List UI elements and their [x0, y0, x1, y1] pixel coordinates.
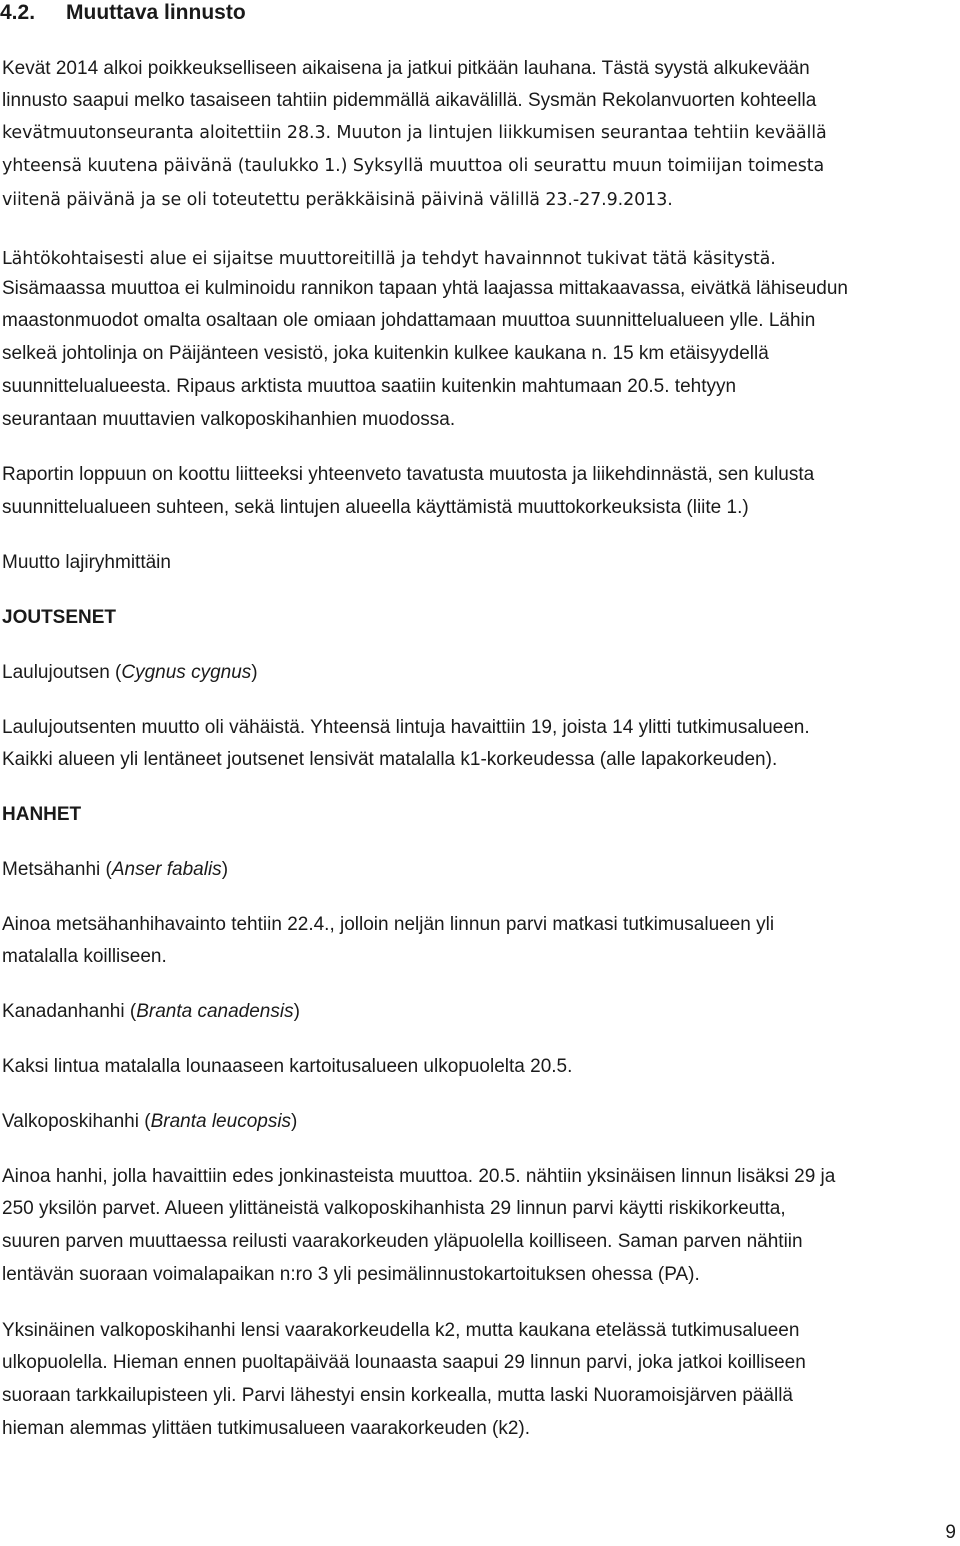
species-laulujoutsen: Laulujoutsen (Cygnus cygnus) [2, 662, 258, 683]
species-metsahanhi: Metsähanhi (Anser fabalis) [2, 859, 229, 880]
section-heading [0, 0, 246, 26]
para2-line-5: suunnittelualueesta. Ripaus arktista muuttoa saatiin kuitenkin mahtumaan 20.5. tehtyyn [2, 376, 737, 397]
metsahanhi-line-1: Ainoa metsähanhihavainto tehtiin 22.4., jolloin neljän linnun parvi matkasi tutkimusalueen yli [2, 914, 775, 935]
para3-line-1: Raportin loppuun on koottu liitteeksi yhteenveto tavatusta muutosta ja liikehdinnästä, sen kulusta [2, 464, 815, 485]
kanadanhanhi-line-1: Kaksi lintua matalalla lounaaseen kartoitusalueen ulkopuolelta 20.5. [2, 1056, 573, 1077]
valkoposkihanhi-line-4: lentävän suoraan voimalapaikan n:ro 3 yli pesimälinnustokartoituksen ohessa (PA). [2, 1264, 700, 1285]
page-number: 9 [945, 1522, 956, 1543]
species-kanadanhanhi: Kanadanhanhi (Branta canadensis) [2, 1001, 300, 1022]
metsahanhi-line-2: matalalla koilliseen. [2, 946, 167, 967]
valkoposkihanhi-line-3: suuren parven muuttaessa reilusti vaarakorkeuden yläpuolella koilliseen. Saman parven nähtiin [2, 1231, 803, 1252]
para3-line-2: suunnittelualueen suhteen, sekä lintujen alueella käyttämistä muuttokorkeuksista (liite 1.) [2, 497, 749, 518]
species-name: Valkoposkihanhi [2, 1111, 139, 1132]
species-latin: Branta canadensis [136, 1001, 294, 1022]
joutsenet-line-1: Laulujoutsenten muutto oli vähäistä. Yhteensä lintuja havaittiin 19, joista 14 ylitti tutkimusalueen. [2, 717, 810, 738]
species-latin: Branta leucopsis [150, 1111, 292, 1132]
para2-line-4: selkeä johtolinja on Päijänteen vesistö, joka kuitenkin kulkee kaukana n. 15 km etäisyydellä [2, 343, 769, 364]
species-latin: Cygnus cygnus [121, 662, 252, 683]
subheading: Muutto lajiryhmittäin [2, 552, 171, 573]
intro-line-5: viitenä päivänä ja se oli toteutettu peräkkäisinä päivinä välillä 23.-27.9.2013. [2, 190, 673, 210]
species-name: Metsähanhi [2, 859, 101, 880]
valkoposkihanhi-p2-line-3: suoraan tarkkailupisteen yli. Parvi lähestyi ensin korkealla, mutta laski Nuoramoisjärven päällä [2, 1385, 793, 1406]
intro-line-1: Kevät 2014 alkoi poikkeukselliseen aikaisena ja jatkui pitkään lauhana. Tästä syystä alkukevään [2, 58, 810, 79]
intro-line-4: yhteensä kuutena päivänä (taulukko 1.) Syksyllä muuttoa oli seurattu muun toimiijan toimesta [2, 156, 825, 176]
species-valkoposkihanhi: Valkoposkihanhi (Branta leucopsis) [2, 1111, 298, 1132]
section-title: Muuttava linnusto [66, 1, 246, 24]
species-name: Kanadanhanhi [2, 1001, 125, 1022]
intro-line-3: kevätmuutonseuranta aloitettiin 28.3. Muuton ja lintujen liikkumisen seurantaa tehtiin keväällä [2, 123, 827, 143]
group-title-hanhet: HANHET [2, 804, 82, 825]
para2-line-1: Lähtökohtaisesti alue ei sijaitse muuttoreitillä ja tehdyt havainnnot tukivat tätä käsitystä. [2, 249, 776, 269]
valkoposkihanhi-p2-line-4: hieman alemmas ylittäen tutkimusalueen vaarakorkeuden (k2). [2, 1418, 531, 1439]
para2-line-6: seurantaan muuttavien valkoposkihanhien muodossa. [2, 409, 456, 430]
species-latin: Anser fabalis [111, 859, 222, 880]
joutsenet-line-2: Kaikki alueen yli lentäneet joutsenet lensivät matalalla k1-korkeudessa (alle lapakorkeuden). [2, 749, 778, 770]
valkoposkihanhi-line-2: 250 yksilön parvet. Alueen ylittäneistä valkoposkihanhista 29 linnun parvi käytti riskikorkeutta, [2, 1198, 786, 1219]
intro-line-2: linnusto saapui melko tasaiseen tahtiin pidemmällä aikavälillä. Sysmän Rekolanvuorten kohteella [2, 90, 817, 111]
species-name: Laulujoutsen [2, 662, 110, 683]
para2-line-2: Sisämaassa muuttoa ei kulminoidu rannikon tapaan yhtä laajassa mittakaavassa, eivätkä lähiseudun [2, 278, 848, 299]
section-number: 4.2. [0, 1, 36, 24]
valkoposkihanhi-p2-line-1: Yksinäinen valkoposkihanhi lensi vaarakorkeudella k2, mutta kaukana etelässä tutkimusalueen [2, 1320, 800, 1341]
valkoposkihanhi-p2-line-2: ulkopuolella. Hieman ennen puoltapäivää lounaasta saapui 29 linnun parvi, joka jatkoi koilliseen [2, 1352, 806, 1373]
para2-line-3: maastonmuodot omalta osaltaan ole omiaan johdattamaan muuttoa suunnittelualueen ylle. Lähin [2, 310, 816, 331]
valkoposkihanhi-line-1: Ainoa hanhi, jolla havaittiin edes jonkinasteista muuttoa. 20.5. nähtiin yksinäisen linnun lisäksi 29 ja [2, 1166, 836, 1187]
group-title-joutsenet: JOUTSENET [2, 607, 117, 628]
